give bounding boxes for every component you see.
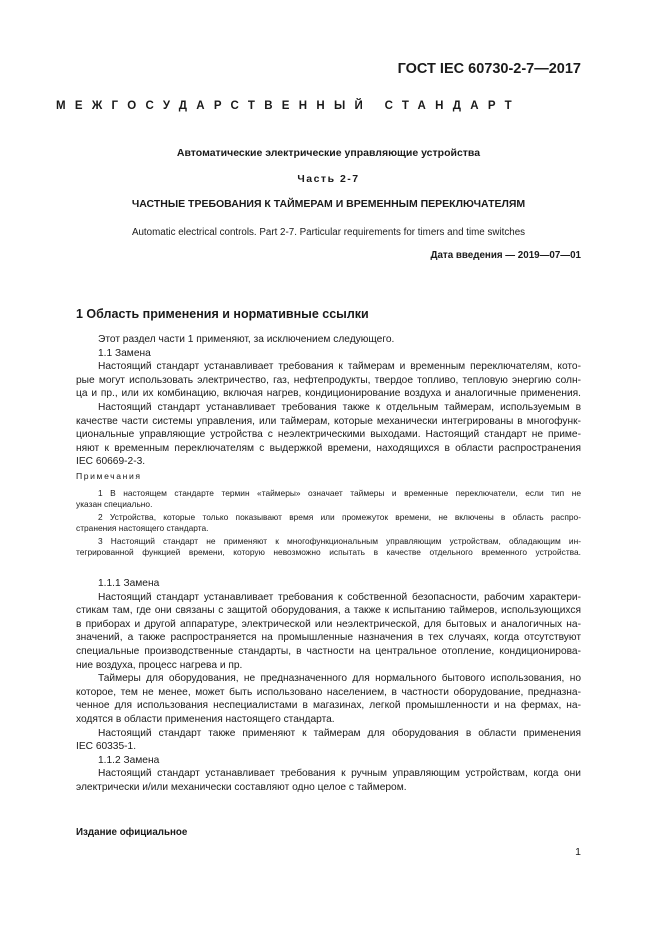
document-number: ГОСТ IEC 60730-2-7—2017 bbox=[397, 61, 581, 77]
text-line: Настоящий стандарт устанавливает требования к таймерам и временным переключателям, кото- bbox=[98, 361, 581, 373]
text-line: IEC 60669-2-3. bbox=[76, 456, 146, 468]
text-line: Этот раздел части 1 применяют, за исключением следующего. bbox=[98, 334, 395, 345]
section-body-2 bbox=[76, 577, 581, 795]
note-line: странения настоящего стандарта. bbox=[76, 523, 209, 533]
document-title: Автоматические электрические управляющие устройства bbox=[176, 147, 481, 159]
text-line: IEC 60335-1. bbox=[76, 741, 137, 753]
text-line: Настоящий стандарт устанавливает требования к собственной безопасности, рабочим характери- bbox=[98, 591, 581, 603]
page-number: 1 bbox=[575, 846, 581, 858]
interstate-standard-heading: МЕЖГОСУДАРСТВЕННЫЙ СТАНДАРТ bbox=[56, 100, 521, 112]
text-line: качестве части системы управления, или таймерам, которые механически интегрированы в многофунк- bbox=[76, 415, 581, 427]
text-line: рые могут использовать электричество, газ, нефтепродукты, твердое топливо, тепловую энергию солн- bbox=[76, 374, 581, 386]
english-title: Automatic electrical controls. Part 2-7. Particular requirements for timers and time switches bbox=[131, 227, 526, 238]
official-edition-label: Издание официальное bbox=[76, 827, 188, 838]
text-line: циональные управляющие устройства с неэлектрическими выходами. Настоящий стандарт не приме- bbox=[76, 429, 581, 441]
text-line: 1.1 Замена bbox=[98, 347, 151, 359]
note-line: 1 В настоящем стандарте термин «таймеры» означает таймеры и временные переключатели, если тип не bbox=[98, 488, 581, 498]
text-line: Настоящий стандарт устанавливает требования также к отдельным таймерам, используемым в bbox=[98, 401, 581, 413]
text-line: электрически и/или механически составляют одно целое с таймером. bbox=[76, 781, 407, 793]
text-line: ходятся в области применения настоящего стандарта. bbox=[76, 713, 335, 725]
note-line: тегрированной функцией времени, которую невозможно испытать в качестве отдельного временного устройства. bbox=[76, 547, 581, 557]
text-line: ченное для использования неспециалистами в магазинах, легкой промышленности и на фермах, на- bbox=[76, 700, 581, 712]
document-subtitle: ЧАСТНЫЕ ТРЕБОВАНИЯ К ТАЙМЕРАМ И ВРЕМЕННЫМ ПЕРЕКЛЮЧАТЕЛЯМ bbox=[131, 198, 526, 210]
text-line: ца и пр., или их комбинацию, включая нагрев, кондиционирование воздуха и аналогичные применения. bbox=[76, 388, 581, 400]
text-line: стикам там, где они связаны с защитой оборудования, а также к испытанию таймеров, использующихся bbox=[76, 605, 581, 617]
text-line: 1.1.2 Замена bbox=[98, 754, 160, 766]
text-line: Настоящий стандарт устанавливает требования к ручным управляющим устройствам, когда они bbox=[98, 768, 581, 780]
text-line: няют к временным переключателям с выдержкой времени, находящихся в области распространения bbox=[76, 442, 581, 454]
note-line: указан специально. bbox=[76, 499, 153, 509]
introduction-date: Дата введения — 2019—07—01 bbox=[430, 250, 581, 261]
notes-list bbox=[76, 488, 581, 558]
text-line: Настоящий стандарт также применяют к таймерам для оборудования в области применения bbox=[98, 727, 581, 739]
note-line: 3 Настоящий стандарт не применяют к многофункциональным управляющим устройствам, обладающим ин- bbox=[98, 536, 581, 546]
part-label: Часть 2-7 bbox=[297, 173, 360, 185]
section-heading: 1 Область применения и нормативные ссылки bbox=[76, 307, 369, 321]
section-body-1 bbox=[76, 333, 581, 469]
text-line: специальные производственные стандарты, в частности на центральное отопление, кондиционирова- bbox=[76, 645, 581, 657]
text-line: которое, тем не менее, может быть использовано населением, в частности оборудование, предназна- bbox=[76, 686, 581, 698]
text-line: значений, а также распространяется на промышленные назначения в тех случаях, когда отсутствуют bbox=[76, 632, 581, 644]
text-line: 1.1.1 Замена bbox=[98, 578, 160, 589]
text-line: в приборах и другой аппаратуре, электрической или неэлектрической, для бытовых и аналогичных на- bbox=[76, 618, 581, 630]
text-line: ние воздуха, процесс нагрева и пр. bbox=[76, 659, 243, 671]
note-line: 2 Устройства, которые только показывают время или промежуток времени, не включены в область распро- bbox=[98, 512, 581, 522]
notes-heading: Примечания bbox=[76, 471, 142, 481]
text-line: Таймеры для оборудования, не предназначенного для нормального бытового использования, но bbox=[98, 673, 581, 685]
